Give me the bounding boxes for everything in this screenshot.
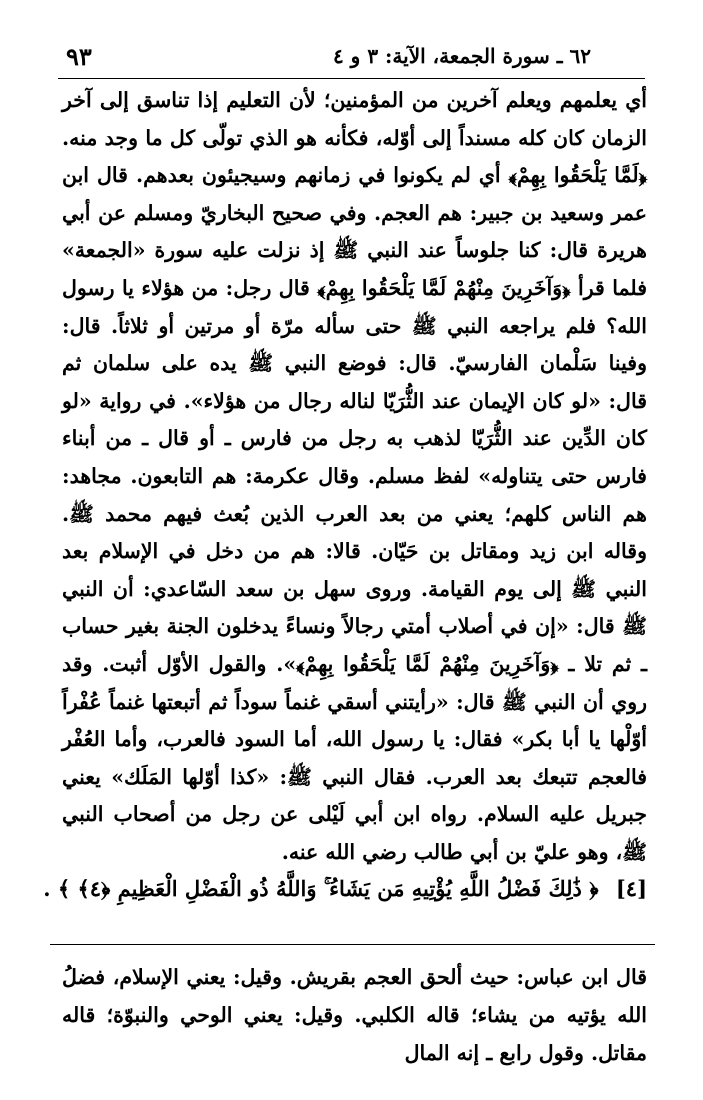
header-divider xyxy=(58,78,645,79)
running-title: ٦٢ ـ سورة الجمعة، الآية: ٣ و ٤ xyxy=(332,44,592,68)
quran-verse xyxy=(43,876,647,902)
page-header xyxy=(62,40,645,74)
verse-divider xyxy=(50,944,655,945)
verse-text: ﴿ ذَٰلِكَ فَضْلُ اللَّهِ يُؤْتِيهِ مَن يَشَاءُ ۚ وَاللَّهُ ذُو الْفَضْلِ الْعَظِيمِ ﴿٤﴾ ﴾ . xyxy=(43,876,599,901)
verse-commentary: قال ابن عباس: حيث ألحق العجم بقريش. وقيل: يعني الإسلام، فضلُ الله يؤتيه من يشاء؛ قاله الكلبي. وقيل: يعني الوحي والنبوّة؛ قاله مقاتل. وقول رابع ـ إنه المال xyxy=(62,965,647,1065)
tafsir-paragraph: أي يعلمهم ويعلم آخرين من المؤمنين؛ لأن التعليم إذا تناسق إلى آخر الزمان كان كله مسنداً إلى أوّله، فكأنه هو الذي تولّى كل ما وجد منه. ﴿لَمَّا يَلْحَقُوا بِهِمْ﴾ أي لم يكونوا في زمانهم وسيجيئون بعدهم. قال ابن عمر وسعيد بن جبير: هم العجم. وفي صحيح البخاريّ ومسلم عن أبي هريرة قال: كنا جلوساً عند النبي ﷺ إذ نزلت عليه سورة «الجمعة» فلما قرأ ﴿وَآخَرِينَ مِنْهُمْ لَمَّا يَلْحَقُوا بِهِمْ﴾ قال رجل: من هؤلاء يا رسول الله؟ فلم يراجعه النبي ﷺ حتى سأله مرّة أو مرتين أو ثلاثاً. قال: وفينا سَلْمان الفارسيّ. قال: فوضع النبي ﷺ يده على سلمان ثم قال: «لو كان الإيمان عند الثُّرَيّا لناله رجال من هؤلاء». في رواية «لو كان الدِّين عند الثُّرَيّا لذهب به رجل من فارس ـ أو قال ـ من أبناء فارس حتى يتناوله» لفظ مسلم. وقال عكرمة: هم التابعون. مجاهد: هم الناس كلهم؛ يعني من بعد العرب الذين بُعث فيهم محمد ﷺ. وقاله ابن زيد ومقاتل بن حَيّان. قالا: هم من دخل في الإسلام بعد النبي ﷺ إلى يوم القيامة. وروى سهل بن سعد السّاعدي: أن النبي ﷺ قال: «إن في أصلاب أمتي رجالاً ونساءً يدخلون الجنة بغير حساب ـ ثم تلا ـ ﴿وَآخَرِينَ مِنْهُمْ لَمَّا يَلْحَقُوا بِهِمْ﴾». والقول الأوّل أثبت. وقد روي أن النبي ﷺ قال: «رأيتني أسقي غنماً سوداً ثم أتبعتها غنماً عُفْراً أوّلْها يا أبا بكر» فقال: يا رسول الله، أما السود فالعرب، وأما العُفْر فالعجم تتبعك بعد العرب. فقال النبي ﷺ: «كذا أوّلها المَلَك» يعني جبريل عليه السلام. رواه ابن أبي لَيْلى عن رجل من أصحاب النبي ﷺ، وهو عليّ بن أبي طالب رضي الله عنه. xyxy=(62,88,647,864)
verse-number: [٤] xyxy=(615,876,647,901)
page-number: ٩٣ xyxy=(66,42,92,71)
